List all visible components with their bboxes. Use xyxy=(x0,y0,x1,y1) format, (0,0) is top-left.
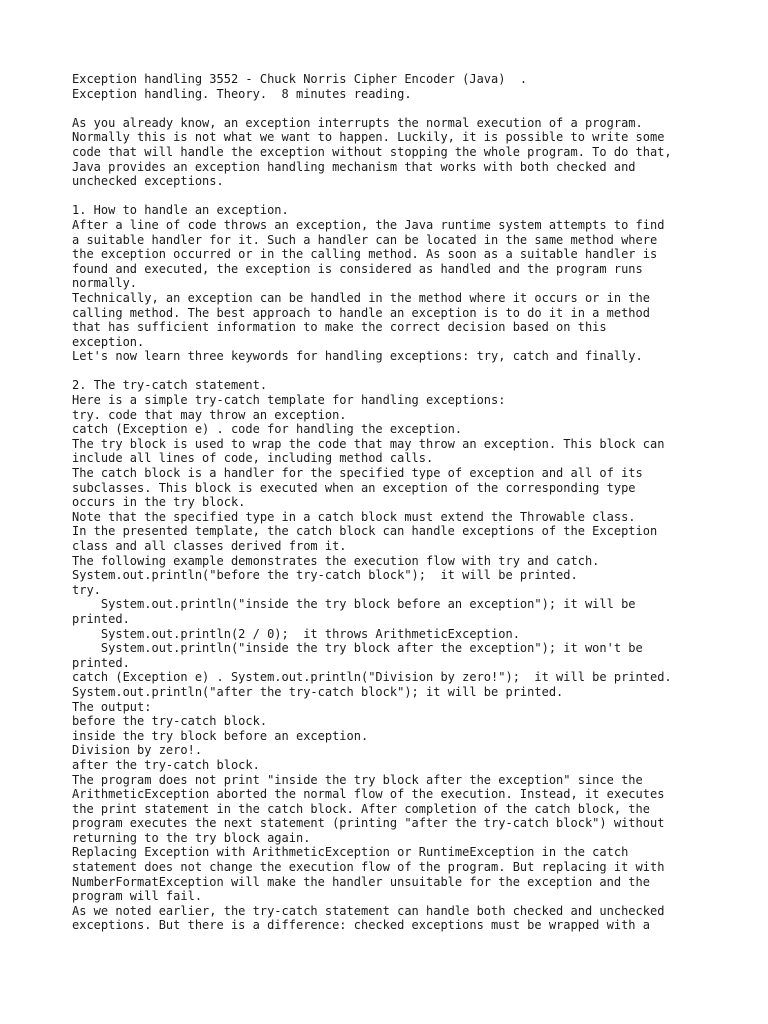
text-line: try. code that may throw an exception. xyxy=(72,407,347,422)
text-line: the print statement in the catch block. After completion of the catch block, the xyxy=(72,801,650,816)
text-line: before the try-catch block. xyxy=(72,714,268,729)
text-line: Division by zero!. xyxy=(72,743,203,758)
text-line: returning to the try block again. xyxy=(72,830,311,845)
text-line: statement does not change the execution flow of the program. But replacing it with xyxy=(72,860,665,875)
text-line: program executes the next statement (printing "after the try-catch block") without xyxy=(72,816,665,831)
text-line: As you already know, an exception interrupts the normal execution of a program. xyxy=(72,115,643,130)
text-line: Here is a simple try-catch template for handling exceptions: xyxy=(72,393,506,408)
text-line: Normally this is not what we want to happen. Luckily, it is possible to write some xyxy=(72,130,665,145)
text-line: Let's now learn three keywords for handling exceptions: try, catch and finally. xyxy=(72,349,643,364)
text-line xyxy=(72,189,712,204)
text-line: Java provides an exception handling mechanism that works with both checked and xyxy=(72,159,636,174)
text-line: printed. xyxy=(72,611,130,626)
text-line: As we noted earlier, the try-catch statement can handle both checked and unchecked xyxy=(72,903,665,918)
text-line: In the presented template, the catch block can handle exceptions of the Exception xyxy=(72,524,658,539)
text-line: that has sufficient information to make the correct decision based on this xyxy=(72,320,607,335)
text-line: System.out.println("inside the try block before an exception"); it will be xyxy=(72,597,636,612)
text-line: code that will handle the exception without stopping the whole program. To do that, xyxy=(72,144,672,159)
text-line: 1. How to handle an exception. xyxy=(72,203,289,218)
text-line: occurs in the try block. xyxy=(72,495,246,510)
text-line: ArithmeticException aborted the normal flow of the execution. Instead, it executes xyxy=(72,787,665,802)
document-page xyxy=(72,72,712,933)
text-line: The catch block is a handler for the specified type of exception and all of its xyxy=(72,466,643,481)
text-line xyxy=(72,364,712,379)
text-line: the exception occurred or in the calling method. As soon as a suitable handler is xyxy=(72,247,658,262)
text-line: The try block is used to wrap the code that may throw an exception. This block can xyxy=(72,436,665,451)
text-line: Replacing Exception with ArithmeticException or RuntimeException in the catch xyxy=(72,845,629,860)
text-line: catch (Exception e) . code for handling the exception. xyxy=(72,422,463,437)
text-line: Technically, an exception can be handled in the method where it occurs or in the xyxy=(72,290,650,305)
text-line: Note that the specified type in a catch block must extend the Throwable class. xyxy=(72,509,636,524)
text-line: unchecked exceptions. xyxy=(72,174,224,189)
text-line: The program does not print "inside the try block after the exception" since the xyxy=(72,772,643,787)
text-line: printed. xyxy=(72,655,130,670)
text-line: a suitable handler for it. Such a handler can be located in the same method where xyxy=(72,232,658,247)
text-line: Exception handling 3552 - Chuck Norris Cipher Encoder (Java) . xyxy=(72,72,528,86)
text-line: The following example demonstrates the execution flow with try and catch. xyxy=(72,553,600,568)
text-line: System.out.println("after the try-catch block"); it will be printed. xyxy=(72,684,564,699)
text-line: NumberFormatException will make the handler unsuitable for the exception and the xyxy=(72,874,650,889)
text-line: inside the try block before an exception. xyxy=(72,728,369,743)
text-line: include all lines of code, including method calls. xyxy=(72,451,434,466)
text-line: System.out.println("before the try-catch block"); it will be printed. xyxy=(72,568,578,583)
text-line: program will fail. xyxy=(72,889,203,904)
text-line: Exception handling. Theory. 8 minutes reading. xyxy=(72,86,412,101)
text-line: calling method. The best approach to handle an exception is to do it in a method xyxy=(72,305,650,320)
text-line: The output: xyxy=(72,699,152,714)
text-line: After a line of code throws an exception, the Java runtime system attempts to find xyxy=(72,217,665,232)
text-line: found and executed, the exception is considered as handled and the program runs xyxy=(72,261,643,276)
text-line: after the try-catch block. xyxy=(72,757,260,772)
text-line: try. xyxy=(72,582,101,597)
text-line: System.out.println(2 / 0); it throws ArithmeticException. xyxy=(72,626,520,641)
text-line: subclasses. This block is executed when an exception of the corresponding type xyxy=(72,480,636,495)
text-line: exceptions. But there is a difference: checked exceptions must be wrapped with a xyxy=(72,918,650,933)
text-line: class and all classes derived from it. xyxy=(72,539,347,553)
text-line: 2. The try-catch statement. xyxy=(72,378,268,393)
text-line: normally. xyxy=(72,276,138,291)
text-line: System.out.println("inside the try block after the exception"); it won't be xyxy=(72,641,643,656)
text-line: exception. xyxy=(72,334,145,349)
text-line: catch (Exception e) . System.out.println("Division by zero!"); it will be printed. xyxy=(72,670,672,685)
text-line xyxy=(72,101,712,116)
